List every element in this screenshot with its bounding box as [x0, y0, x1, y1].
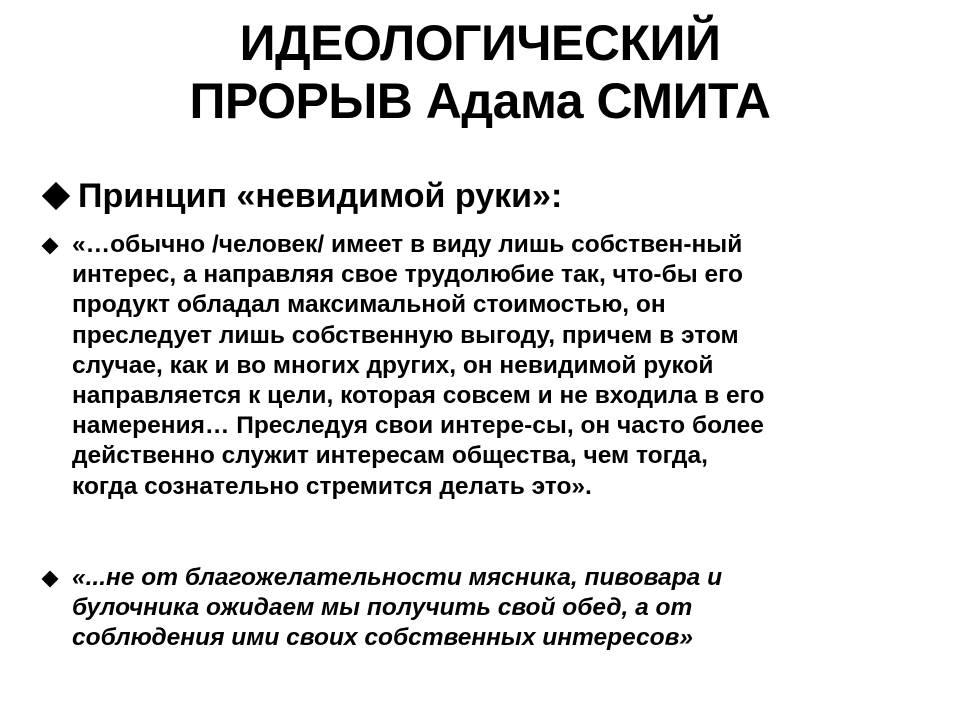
title-line-1: ИДЕОЛОГИЧЕСКИЙ: [239, 15, 721, 71]
quote-2-line: соблюдения ими своих собственных интересов»: [72, 624, 694, 652]
quote-2-line: «...не от благожелательности мясника, пивовара и: [72, 564, 723, 591]
quote-1-text: [72, 230, 922, 502]
title-line-2: ПРОРЫВ Адама СМИТА: [189, 73, 771, 129]
quote-1-line: случае, как и во многих других, он невидимой рукой: [72, 351, 714, 379]
quote-bullet-1: [40, 230, 922, 502]
quote-2-line: булочника ожидаем мы получить свой обед, а от: [72, 594, 693, 622]
quote-1-line: намерения… Преследуя свои интере-сы, он часто более: [72, 412, 764, 440]
slide-title: [0, 14, 960, 130]
quote-1-line: преследует лишь собственную выгоду, причем в этом: [72, 321, 739, 349]
principle-heading-text: Принцип «невидимой руки»:: [78, 177, 563, 215]
principle-heading: [40, 176, 562, 216]
quote-1-line: действенно служит интересам общества, чем тогда,: [72, 442, 708, 470]
quote-bullet-2: [40, 563, 922, 654]
quote-1-line: продукт обладал максимальной стоимостью, он: [72, 291, 666, 319]
quote-1-line: интерес, а направляя свое трудолюбие так, что-бы его: [72, 261, 743, 289]
quote-1-line: когда сознательно стремится делать это».: [72, 472, 592, 500]
quote-1-line: «…обычно /человек/ имеет в виду лишь собствен-ный: [72, 231, 743, 258]
quote-1-line: направляется к цели, которая совсем и не входила в его: [72, 382, 765, 410]
diamond-bullet-icon: [42, 238, 59, 255]
diamond-bullet-icon: [42, 182, 70, 210]
quote-2-text: [72, 563, 922, 654]
diamond-bullet-icon: [42, 571, 59, 588]
